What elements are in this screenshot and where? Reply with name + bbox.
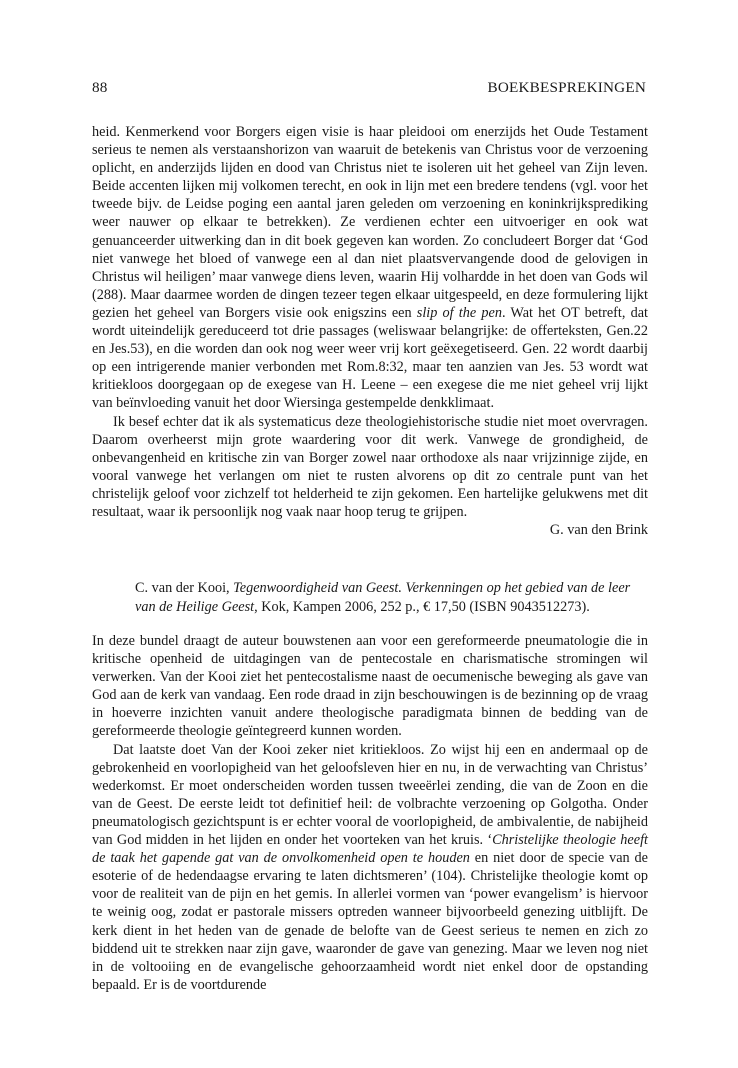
emphasis-slip-of-the-pen: slip of the pen [416, 304, 502, 321]
review-1-paragraph-2: Ik besef echter dat ik als systematicus deze theologiehistorische studie niet moet overvragen. Daarom overheerst mijn grote waardering voor dit werk. Vanwege de grondigheid, de onbevangenheid en kritische zin van Borger zowel naar orthodoxe als naar vrijzinnige zijde, en vooral vanwege het verlangen om niet te rusten alvorens op dit zo centrale punt van het christelijk geloof voor zichzelf tot helderheid te zijn gekomen. Een hartelijke gelukwens met dit resultaat, waar ik persoonlijk nog vaak naar hoop terug te grijpen. [92, 413, 648, 520]
review-1-paragraph-1: heid. Kenmerkend voor Borgers eigen visie is haar pleidooi om enerzijds het Oude Testament serieus te nemen als verstaanshorizon van waaruit de betekenis van Christus voor de verzoening oplicht, en anderzijds lijden en dood van Christus niet te isoleren uit het geheel van Zijn leven. Beide accenten lijken mij volkomen terecht, en ook in lijn met een bredere tendens (vgl. voor het tweede bijv. de Leidse poging een aantal jaren geleden om verzoening en koninkrijksprediking weer nauwer op elkaar te betrekken). Ze verdienen echter een uitvoeriger en ook wat genuanceerder uitwerking dan in dit boek gegeven kan worden. Zo concludeert Borger dat ‘God niet vanwege het bloed of vanwege een al dan niet plaatsvervangende dood de gelovigen in Christus wil heiligen’ maar vanwege diens leven, waarin Hij volhardde in het doen van Gods wil (288). Maar daarmee worden de dingen tezeer tegen elkaar uitgespeeld, en deze formulering lijkt gezien het geheel van Borgers visie ook enigszins een slip of the pen. Wat het OT betreft, dat wordt uiteindelijk gereduceerd tot drie passages (weliswaar belangrijke: de offerteksten, Gen.22 en Jes.53), en die worden dan ook nog weer weer vrij kort geëxegetiseerd. Gen. 22 wordt daarbij op een intrigerende manier verbonden met Rom.8:32, maar ten aanzien van Jes. 53 wordt wat kritiekloos doorgegaan op de exegese van H. Leene – een exegese die me niet geheel vrij lijkt van beïnvloeding vanuit het door Wiersinga gestempelde denkklimaat. [92, 124, 648, 412]
book-title: Tegenwoordigheid van Geest. Verkenningen op het gebied van de leer van de Heilige Geest [135, 580, 631, 615]
book-author: C. van der Kooi, [135, 580, 234, 596]
review-2-body [92, 632, 648, 994]
review-1-body [92, 123, 648, 539]
review-2-paragraph-2: Dat laatste doet Van der Kooi zeker niet kritiekloos. Zo wijst hij een en andermaal op de gebrokenheid en voorlopigheid van het geloofsleven hier en nu, in de verwachting van Christus’ wederkomst. Er moet onderscheiden worden tussen tweeërlei zending, die van de Zoon en die van de Geest. De eerste leidt tot definitief heil: de volbrachte verzoening op Golgotha. Onder pneumatologisch gezichtspunt is er echter vooral de voorlopigheid, de ambivalentie, de nabijheid van God midden in het lijden en onder het voorteken van het kruis. ‘Christelijke theologie heeft de taak het gapende gat van de onvolkomenheid open te houden en niet door de specie van de esoterie of de hedendaagse ervaring te laten dichtsmeren’ (104). Christelijke theologie komt op voor de realiteit van de pijn en het gemis. In allerlei vormen van ‘power evangelism’ is hiervoor te weinig oog, zodat er pastorale missers optreden wanneer bijvoorbeeld genezing uitblijft. De kerk dient in het heden van de genade de belofte van de Geest serieus te nemen en zich zo biddend uit te strekken naar zijn gave, waaronder de gave van genezing. Maar we leven nog niet in de voltooiing en de evangelische gehoorzaamheid wordt niet enkel door de opstanding bepaald. Er is de voortdurende [92, 741, 648, 993]
review-2-paragraph-1: In deze bundel draagt de auteur bouwstenen aan voor een gereformeerde pneumatologie die in kritische openheid de uitdagingen van de pentecostale en charismatische stromingen wil verwerken. Van der Kooi ziet het pentecostalisme naast de oecumenische beweging als gave van God aan de kerk van vandaag. Een rode draad in zijn beschouwingen is de bezinning op de vraag in hoeverre inzichten vanuit andere theologische paradigmata binnen de bedding van de gereformeerde theologie geïntegreerd kunnen worden. [92, 633, 648, 740]
reviewer-signature: G. van den Brink [549, 522, 648, 539]
running-title: BOEKBESPREKINGEN [487, 79, 646, 96]
running-header [92, 79, 646, 101]
book-details: , Kok, Kampen 2006, 252 p., € 17,50 (ISBN 9043512273). [254, 598, 590, 615]
bibliographic-entry [135, 579, 648, 616]
page-number: 88 [92, 79, 108, 96]
quoted-emphasis: Christelijke theologie heeft de taak het gapende gat van de onvolkomenheid open te houden [92, 832, 648, 867]
